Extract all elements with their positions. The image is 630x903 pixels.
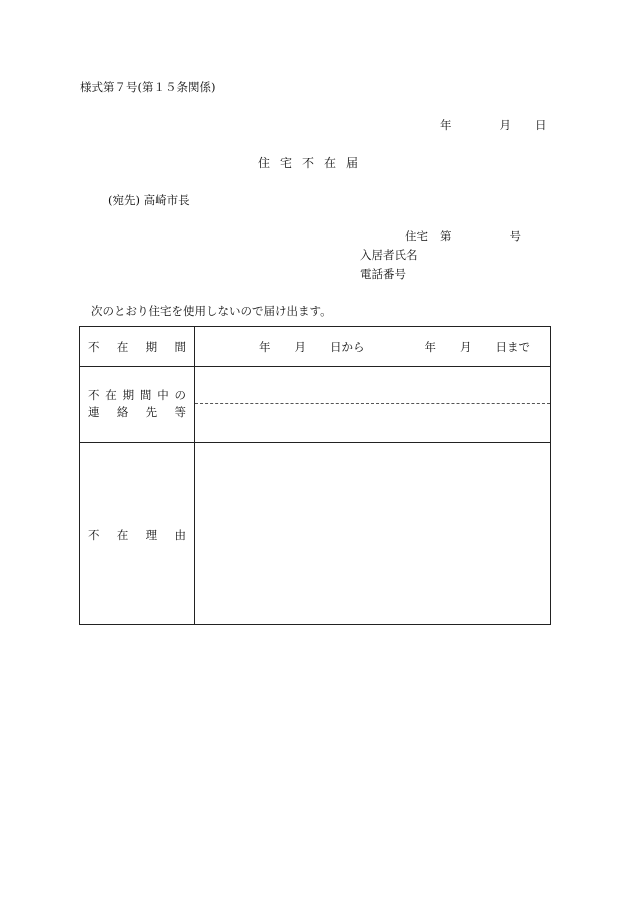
label-char: の	[174, 388, 186, 402]
phone-row	[360, 269, 521, 288]
label-char: 在	[116, 340, 129, 354]
phone-label: 電話番号	[360, 267, 406, 281]
label-char: 不	[88, 340, 100, 354]
absence-table	[79, 326, 551, 625]
document-title: 住宅不在届	[258, 156, 369, 170]
period-from-year: 年	[259, 340, 271, 354]
label-char: 在	[116, 528, 129, 542]
period-text	[259, 342, 530, 354]
period-from-month: 月	[294, 340, 306, 354]
number-prefix: 第	[440, 229, 452, 243]
period-label-cell	[80, 327, 195, 366]
date-day: 日	[535, 118, 547, 132]
date-year: 年	[440, 118, 452, 132]
period-row	[80, 327, 550, 367]
label-char: 不	[88, 528, 100, 542]
period-to-year: 年	[424, 340, 436, 354]
period-to-month: 月	[460, 340, 472, 354]
date-line	[440, 120, 547, 132]
reason-row	[80, 443, 550, 624]
contact-label-line2	[88, 407, 186, 419]
number-suffix: 号	[509, 229, 521, 243]
contact-label-line1	[88, 390, 186, 402]
label-char: 連	[88, 405, 100, 419]
resident-name-label: 入居者氏名	[360, 248, 418, 262]
label-char: 由	[174, 528, 186, 542]
contact-value-cell[interactable]	[195, 366, 550, 442]
contact-dashed-divider	[195, 403, 550, 404]
label-char: 間	[174, 340, 186, 354]
label-char: 中	[157, 388, 169, 402]
period-label	[88, 342, 186, 354]
date-month: 月	[499, 118, 511, 132]
form-number: 様式第７号(第１５条関係)	[80, 80, 216, 94]
applicant-block	[360, 231, 521, 288]
label-char: 期	[145, 340, 158, 354]
contact-label-cell	[80, 366, 195, 442]
label-char: 間	[139, 388, 152, 402]
housing-label: 住宅	[405, 229, 428, 243]
label-char: 先	[145, 405, 158, 419]
period-to-day: 日まで	[495, 340, 530, 354]
label-char: 等	[174, 405, 186, 419]
reason-label-cell	[80, 443, 195, 624]
reason-label	[88, 530, 186, 542]
label-char: 不	[88, 388, 100, 402]
label-char: 理	[145, 528, 158, 542]
label-char: 在	[105, 388, 117, 402]
period-value-cell[interactable]	[195, 327, 550, 366]
period-from-day: 日から	[330, 340, 365, 354]
label-char: 期	[122, 388, 135, 402]
addressee: (宛先) 高崎市長	[108, 193, 190, 207]
contact-row	[80, 366, 550, 443]
reason-value-cell[interactable]	[195, 443, 550, 624]
intro-text: 次のとおり住宅を使用しないので届け出ます。	[91, 304, 332, 318]
label-char: 絡	[116, 405, 129, 419]
